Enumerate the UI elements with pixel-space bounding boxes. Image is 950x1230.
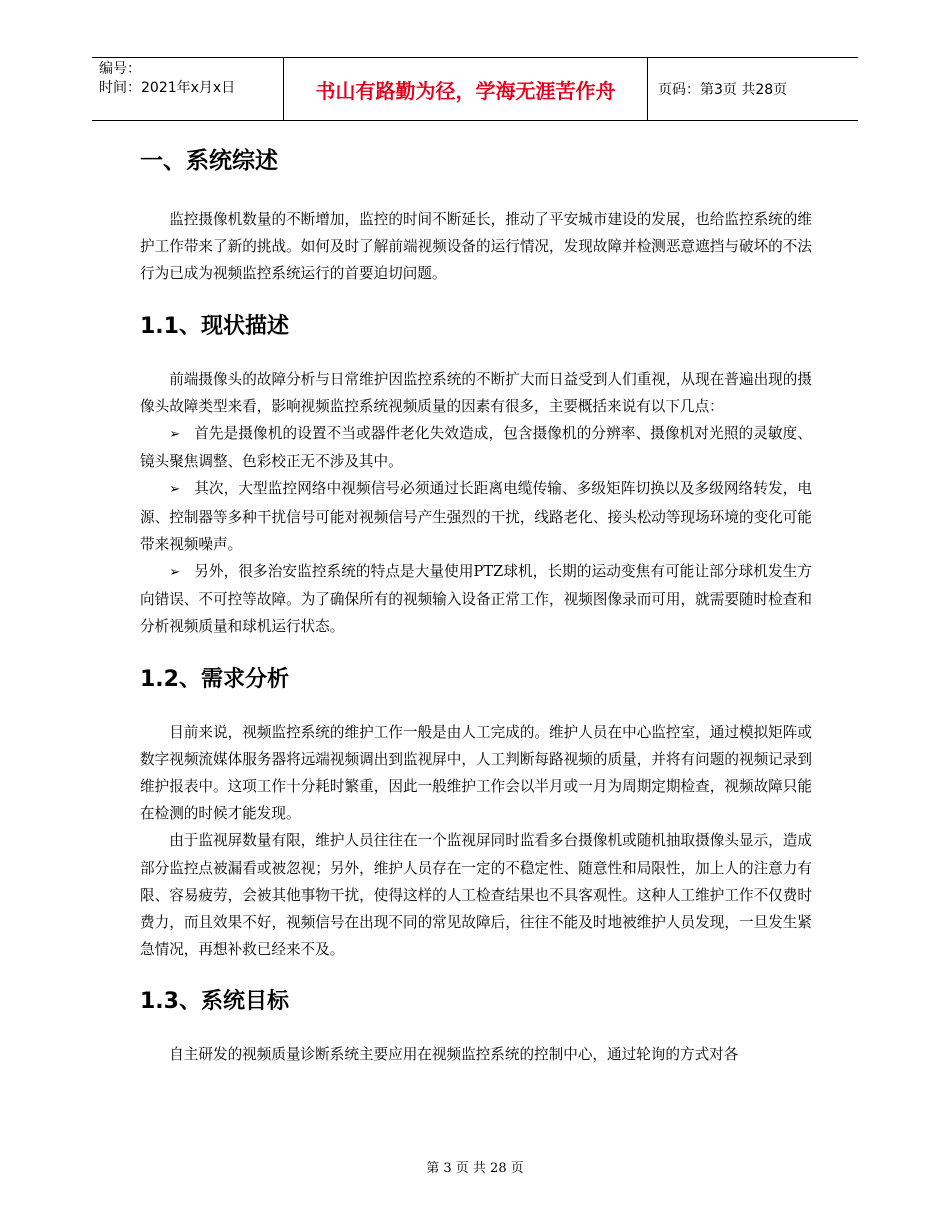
- time-label: 时间：2021年x月x日: [99, 80, 236, 96]
- bullet-item: [140, 420, 812, 475]
- paragraph: 前端摄像头的故障分析与日常维护因监控系统的不断扩大而日益受到人们重视，从现在普遍出现的摄像头故障类型来看，影响视频监控系统视频质量的因素有很多，主要概括来说有以下几点：: [140, 370, 812, 415]
- section-title: 一、系统综述: [140, 148, 278, 174]
- arrow-bullet-icon: ➢: [169, 565, 181, 581]
- header-meta: [92, 58, 284, 120]
- bullet-item: [140, 558, 812, 641]
- paragraph: 自主研发的视频质量诊断系统主要应用在视频监控系统的控制中心，通过轮询的方式对各: [169, 1046, 739, 1064]
- subsection-title: 1.3、系统目标: [140, 989, 289, 1015]
- page-footer: [0, 1157, 950, 1176]
- paragraph: 目前来说，视频监控系统的维护工作一般是由人工完成的。维护人员在中心监控室，通过模拟矩阵或数字视频流媒体服务器将远端视频调出到监视屏中，人工判断每路视频的质量，并将有问题的视频记录到维护报表中。这项工作十分耗时繁重，因此一般维护工作会以半月或一月为周期定期检查，视频故障只能在检测的时候才能发现。: [140, 723, 812, 823]
- document-body: [140, 140, 812, 1069]
- header-motto-cell: [284, 58, 648, 120]
- subsection-title: 1.1、现状描述: [140, 313, 289, 339]
- page-header: [92, 57, 858, 121]
- subsection-title: 1.2、需求分析: [140, 666, 289, 692]
- paragraph: 由于监视屏数量有限，维护人员往往在一个监视屏同时监看多台摄像机或随机抽取摄像头显示，造成部分监控点被漏看或被忽视；另外，维护人员存在一定的不稳定性、随意性和局限性，加上人的注意力有限、容易疲劳，会被其他事物干扰，使得这样的人工检查结果也不具客观性。这种人工维护工作不仅费时费力，而且效果不好，视频信号在出现不同的常见故障后，往往不能及时地被维护人员发现，一旦发生紧急情况，再想补救已经来不及。: [140, 832, 812, 959]
- header-page-info: [648, 58, 858, 120]
- bullet-text: 另外，很多治安监控系统的特点是大量使用PTZ球机，长期的运动变焦有可能让部分球机发生方向错误、不可控等故障。为了确保所有的视频输入设备正常工作，视频图像录而可用，就需要随时检查和分析视频质量和球机运行状态。: [140, 563, 812, 636]
- arrow-bullet-icon: ➢: [169, 427, 181, 443]
- page-info-text: 页码：第3页 共28页: [658, 82, 788, 98]
- bullet-text: 其次，大型监控网络中视频信号必须通过长距离电缆传输、多级矩阵切换以及多级网络转发，电源、控制器等多种干扰信号可能对视频信号产生强烈的干扰，线路老化、接头松动等现场环境的变化可能带来视频噪声。: [140, 480, 812, 553]
- number-label: 编号：: [99, 61, 141, 77]
- paragraph: 监控摄像机数量的不断增加，监控的时间不断延长，推动了平安城市建设的发展，也给监控系统的维护工作带来了新的挑战。如何及时了解前端视频设备的运行情况，发现故障并检测恶意遮挡与破坏的不法行为已成为视频监控系统运行的首要迫切问题。: [140, 211, 812, 283]
- arrow-bullet-icon: ➢: [169, 482, 181, 498]
- bullet-text: 首先是摄像机的设置不当或器件老化失效造成，包含摄像机的分辨率、摄像机对光照的灵敏度、镜头聚焦调整、色彩校正无不涉及其中。: [140, 425, 812, 471]
- motto-text: 书山有路勤为径，学海无涯苦作舟: [315, 78, 616, 103]
- footer-page-number: 第 3 页 共 28 页: [426, 1161, 524, 1176]
- bullet-item: [140, 475, 812, 558]
